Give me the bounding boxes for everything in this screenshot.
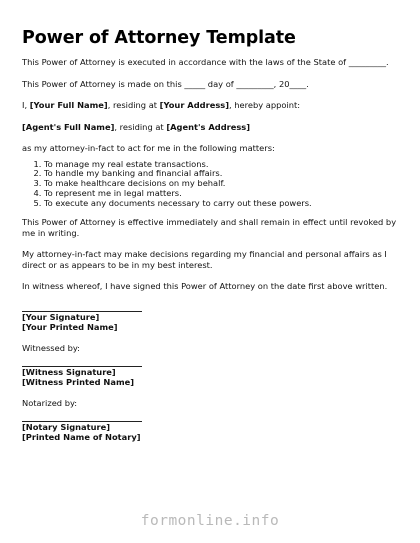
decisions-clause: My attorney-in-fact may make decisions regarding my financial and personal affairs as I direct or as appears to be in my best interest. [22,249,387,270]
notary-signature-block [22,421,400,442]
list-item: 5. To execute any documents necessary to carry out these powers. [44,199,400,209]
document-title: Power of Attorney Template [22,28,296,48]
date-clause: This Power of Attorney is made on this _____ day of _________, 20____. [22,78,309,89]
full-name-placeholder: [Your Full Name] [29,100,108,110]
list-item: 4. To represent me in legal matters. [44,189,400,199]
appoint-suffix: , hereby appoint: [228,100,301,110]
document-page [22,28,400,443]
agent-name-placeholder: [Agent's Full Name] [22,121,115,132]
notarized-by-label: Notarized by: [22,398,78,409]
witness-signature-label: [Witness Signature] [22,367,116,378]
witnessed-by-label: Witnessed by: [22,343,80,354]
appoint-prefix: I, [22,100,30,110]
witness-whereof-clause: In witness whereof, I have signed this Power of Attorney on the date first above written. [22,281,388,292]
watermark-text: formonline.info [140,513,280,529]
matters-list [22,160,400,209]
witness-signature-block [22,366,400,387]
agent-address-placeholder: [Agent's Address] [166,121,251,132]
appoint-clause [22,100,400,111]
state-clause: This Power of Attorney is executed in accordance with the laws of the State of _________. [22,57,389,67]
address-placeholder: [Your Address] [159,100,229,110]
notary-printed-name-label: [Printed Name of Notary] [22,431,141,442]
your-printed-name-label: [Your Printed Name] [22,321,118,332]
effective-clause: This Power of Attorney is effective immediately and shall remain in effect until revoked by me in writing. [22,217,397,238]
list-item: 2. To handle my banking and financial affairs. [44,169,400,179]
agent-clause [22,122,400,133]
notary-signature-label: [Notary Signature] [22,422,111,433]
agent-middle: , residing at [114,121,167,132]
your-signature-label: [Your Signature] [22,311,100,322]
your-signature-block [22,311,400,332]
list-item: 1. To manage my real estate transactions. [44,160,400,170]
appoint-middle: , residing at [107,100,160,110]
witness-printed-name-label: [Witness Printed Name] [22,376,135,387]
list-item: 3. To make healthcare decisions on my behalf. [44,179,400,189]
matters-intro: as my attorney-in-fact to act for me in the following matters: [22,143,275,153]
